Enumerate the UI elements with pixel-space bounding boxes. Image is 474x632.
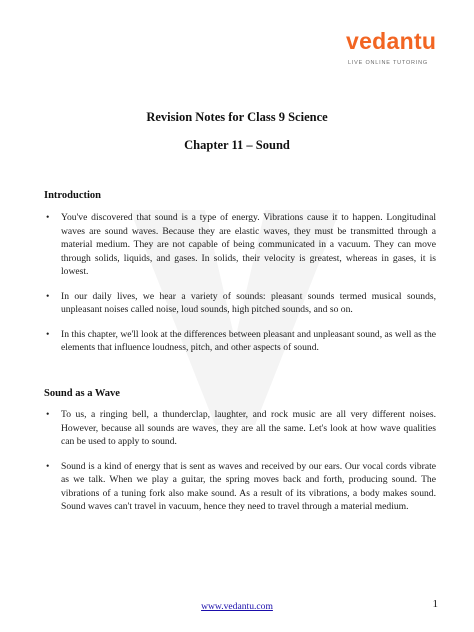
footer-website-link[interactable]: www.vedantu.com	[201, 601, 273, 612]
bullet-text: In our daily lives, we hear a variety of sounds: pleasant sounds termed musical sounds, unpleasant noises called noise, loud sounds, high pitched sounds, and so on.	[61, 290, 436, 315]
section-heading-introduction: Introduction	[44, 190, 101, 201]
bullet-text: Sound is a kind of energy that is sent as waves and received by our ears. Our vocal cords vibrate as we talk. When we play a guitar, the spring moves back and forth, producing sound. The vibrations of a tuning fork also make sound. As a result of its vibrations, a body makes sound. Sound waves can't travel in vacuum, hence they need to travel through a material medium.	[61, 460, 436, 512]
logo-tagline: LIVE ONLINE TUTORING	[348, 60, 428, 66]
sound-wave-bullet-list	[44, 408, 436, 525]
vedantu-logo	[340, 28, 448, 72]
document-title: Revision Notes for Class 9 Science	[146, 110, 328, 124]
list-item	[44, 460, 436, 514]
bullet-icon: •	[46, 460, 50, 472]
bullet-text: In this chapter, we'll look at the differences between pleasant and unpleasant sound, as well as the elements that influence loudness, pitch, and other aspects of sound.	[61, 328, 436, 353]
bullet-icon: •	[46, 290, 50, 302]
bullet-text: To us, a ringing bell, a thunderclap, laughter, and rock music are all very different noises. However, because all sounds are waves, they are all the same. Let's look at how wave qualities can be used to apply to sound.	[61, 409, 436, 447]
section-heading-sound-as-a-wave: Sound as a Wave	[44, 388, 120, 399]
logo-wordmark: vedantu	[346, 28, 437, 54]
bullet-icon: •	[46, 409, 50, 420]
introduction-bullet-list	[44, 211, 436, 366]
chapter-title: Chapter 11 – Sound	[184, 138, 290, 152]
bullet-text: You've discovered that sound is a type of energy. Vibrations cause it to happen. Longitudinal waves are sound waves. Because they are elastic waves, they must be transmitted through a material medium. They are not capable of being communicated in a vacuum. They can move through solids, liquids, and gases. In solids, their velocity is greatest, whereas in gases, it is lowest.	[61, 212, 436, 277]
bullet-icon: •	[46, 212, 50, 223]
list-item	[44, 408, 436, 449]
list-item	[44, 290, 436, 317]
page-number: 1	[432, 598, 438, 610]
list-item	[44, 211, 436, 279]
list-item	[44, 328, 436, 355]
bullet-icon: •	[46, 328, 50, 340]
